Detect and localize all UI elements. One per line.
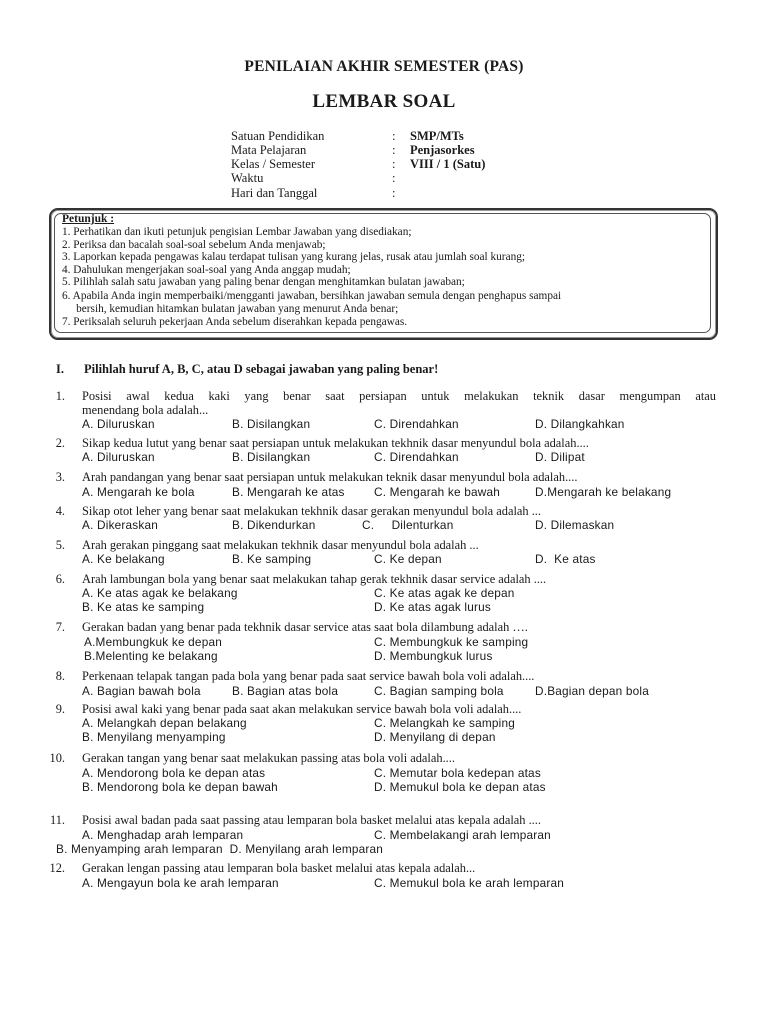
instruction-line: 6. Apabila Anda ingin memperbaiki/mengganti jawaban, bersihkan jawaban semula dengan penghapus sampai — [62, 290, 562, 302]
question-text: Perkenaan telapak tangan pada bola yang benar pada saat service bawah bola voli adalah.... — [82, 669, 535, 683]
info-colon: : — [392, 129, 396, 143]
question-number: 1. — [55, 389, 65, 403]
question-number: 6. — [55, 572, 65, 586]
option-a[interactable]: A. Dikeraskan — [82, 518, 159, 532]
question-number: 4. — [55, 504, 65, 518]
option-d[interactable]: D. Dilemaskan — [535, 518, 615, 532]
instructions-title: Petunjuk : — [62, 213, 115, 225]
question-text: Posisi awal kedua kaki yang benar saat persiapan untuk melakukan teknik dasar mengumpan atau — [82, 389, 716, 403]
question-text: Arah gerakan pinggang saat melakukan tekhnik dasar menyundul bola adalah ... — [82, 538, 479, 552]
option-d[interactable]: D. Dilipat — [535, 450, 585, 464]
question-number: 7. — [55, 620, 65, 634]
option-a[interactable]: A. Mengayun bola ke arah lemparan — [82, 876, 279, 890]
info-label: Satuan Pendidikan — [231, 129, 325, 143]
info-label: Waktu — [231, 171, 264, 185]
option-b[interactable]: B. Disilangkan — [232, 417, 311, 431]
option-a[interactable]: A. Menghadap arah lemparan — [82, 828, 244, 842]
instruction-line: 1. Perhatikan dan ikuti petunjuk pengisian Lembar Jawaban yang disediakan; — [62, 226, 412, 238]
instruction-line: 7. Periksalah seluruh pekerjaan Anda sebelum diserahkan kepada pengawas. — [62, 316, 408, 328]
question-text: Posisi awal badan pada saat passing atau lemparan bola basket melalui atas kepala adalah .... — [82, 813, 541, 827]
option-a[interactable]: A. Mendorong bola ke depan atas — [82, 766, 266, 780]
question-number: 3. — [55, 470, 65, 484]
instruction-line: bersih, kemudian hitamkan bulatan jawaban yang menurut Anda benar; — [62, 303, 399, 315]
option-a[interactable]: A. Bagian bawah bola — [82, 684, 201, 698]
question-text-cont: menendang bola adalah... — [82, 403, 209, 417]
info-colon: : — [392, 186, 396, 200]
question-text: Arah pandangan yang benar saat persiapan untuk melakukan teknik dasar menyundul bola adalah.... — [82, 470, 578, 484]
exam-title: PENILAIAN AKHIR SEMESTER (PAS) — [244, 58, 524, 75]
option-a[interactable]: A. Diluruskan — [82, 417, 155, 431]
info-colon: : — [392, 171, 396, 185]
section-number: I. — [56, 362, 64, 376]
option-c[interactable]: C. Direndahkan — [374, 450, 459, 464]
option-c[interactable]: C. Ke atas agak ke depan — [374, 586, 515, 600]
info-value: SMP/MTs — [410, 129, 464, 143]
section-instruction: Pilihlah huruf A, B, C, atau D sebagai jawaban yang paling benar! — [84, 362, 439, 376]
option-c[interactable]: C. Memukul bola ke arah lemparan — [374, 876, 564, 890]
instruction-line: 2. Periksa dan bacalah soal-soal sebelum Anda menjawab; — [62, 238, 326, 251]
question-number: 5. — [55, 538, 65, 552]
question-number: 11. — [49, 813, 65, 827]
option-a[interactable]: A.Membungkuk ke depan — [84, 635, 222, 649]
option-d[interactable]: D. Menyilang di depan — [374, 730, 496, 744]
option-d[interactable]: D.Mengarah ke belakang — [535, 485, 672, 499]
option-b[interactable]: B. Disilangkan — [232, 450, 311, 464]
instruction-line: 4. Dahulukan mengerjakan soal-soal yang Anda anggap mudah; — [62, 263, 351, 276]
option-a[interactable]: A. Melangkah depan belakang — [82, 716, 247, 730]
option-d[interactable]: D. Dilangkahkan — [535, 417, 625, 431]
question-text: Gerakan badan yang benar pada tekhnik dasar service atas saat bola dilambung adalah …. — [82, 620, 528, 634]
option-a[interactable]: A. Mengarah ke bola — [82, 485, 195, 499]
option-c[interactable]: C. Membungkuk ke samping — [374, 635, 529, 649]
instruction-line: 5. Pilihlah salah satu jawaban yang paling benar dengan menghitamkan bulatan jawaban; — [62, 276, 465, 288]
option-b[interactable]: B. Bagian atas bola — [232, 684, 339, 698]
question-number: 12. — [49, 861, 65, 875]
option-b-and-d[interactable]: B. Menyamping arah lemparan D. Menyilang arah lemparan — [56, 842, 384, 856]
info-label: Kelas / Semester — [231, 157, 316, 171]
option-b[interactable]: B. Menyilang menyamping — [82, 730, 226, 744]
option-b[interactable]: B. Dikendurkan — [232, 518, 316, 532]
option-c[interactable]: C. Bagian samping bola — [374, 684, 504, 698]
question-text: Posisi awal kaki yang benar pada saat akan melakukan service bawah bola voli adalah.... — [82, 702, 522, 716]
info-colon: : — [392, 157, 396, 171]
question-text: Gerakan lengan passing atau lemparan bola basket melalui atas kepala adalah... — [82, 861, 476, 875]
option-c[interactable]: C. Memutar bola kedepan atas — [374, 766, 541, 780]
info-label: Hari dan Tanggal — [231, 186, 318, 200]
question-number: 10. — [49, 751, 65, 765]
info-value: Penjasorkes — [410, 143, 475, 157]
option-d[interactable]: D. Ke atas — [535, 552, 596, 566]
question-text: Sikap kedua lutut yang benar saat persiapan untuk melakukan tekhnik dasar menyundul bola adalah.... — [82, 436, 589, 450]
option-c[interactable]: C. Dilenturkan — [362, 518, 454, 532]
option-b[interactable]: B. Ke atas ke samping — [82, 600, 205, 614]
question-text: Arah lambungan bola yang benar saat melakukan tahap gerak tekhnik dasar service adalah .... — [82, 572, 547, 586]
info-value: VIII / 1 (Satu) — [410, 157, 486, 171]
option-c[interactable]: C. Membelakangi arah lemparan — [374, 828, 551, 842]
option-d[interactable]: D. Ke atas agak lurus — [374, 600, 491, 614]
instruction-line: 3. Laporkan kepada pengawas kalau terdapat tulisan yang kurang jelas, rusak atau jumlah soal kurang; — [62, 251, 526, 263]
option-c[interactable]: C. Direndahkan — [374, 417, 459, 431]
option-c[interactable]: C. Ke depan — [374, 552, 442, 566]
info-label: Mata Pelajaran — [231, 143, 307, 157]
question-number: 9. — [55, 702, 65, 716]
option-d[interactable]: D. Membungkuk lurus — [374, 649, 493, 663]
option-b[interactable]: B.Melenting ke belakang — [84, 649, 218, 663]
info-colon: : — [392, 143, 396, 157]
option-b[interactable]: B. Ke samping — [232, 552, 312, 566]
option-a[interactable]: A. Ke belakang — [82, 552, 165, 566]
option-b[interactable]: B. Mengarah ke atas — [232, 485, 345, 499]
option-a[interactable]: A. Ke atas agak ke belakang — [82, 586, 238, 600]
option-a[interactable]: A. Diluruskan — [82, 450, 155, 464]
option-c[interactable]: C. Melangkah ke samping — [374, 716, 515, 730]
option-d[interactable]: D.Bagian depan bola — [535, 684, 649, 698]
option-d[interactable]: D. Memukul bola ke depan atas — [374, 780, 546, 794]
sheet-title: LEMBAR SOAL — [312, 91, 456, 112]
question-number: 8. — [55, 669, 65, 683]
question-number: 2. — [55, 436, 65, 450]
question-text: Gerakan tangan yang benar saat melakukan passing atas bola voli adalah.... — [82, 751, 455, 765]
question-text: Sikap otot leher yang benar saat melakukan tekhnik dasar gerakan menyundul bola adalah ... — [82, 504, 541, 518]
option-b[interactable]: B. Mendorong bola ke depan bawah — [82, 780, 278, 794]
option-c[interactable]: C. Mengarah ke bawah — [374, 485, 500, 499]
